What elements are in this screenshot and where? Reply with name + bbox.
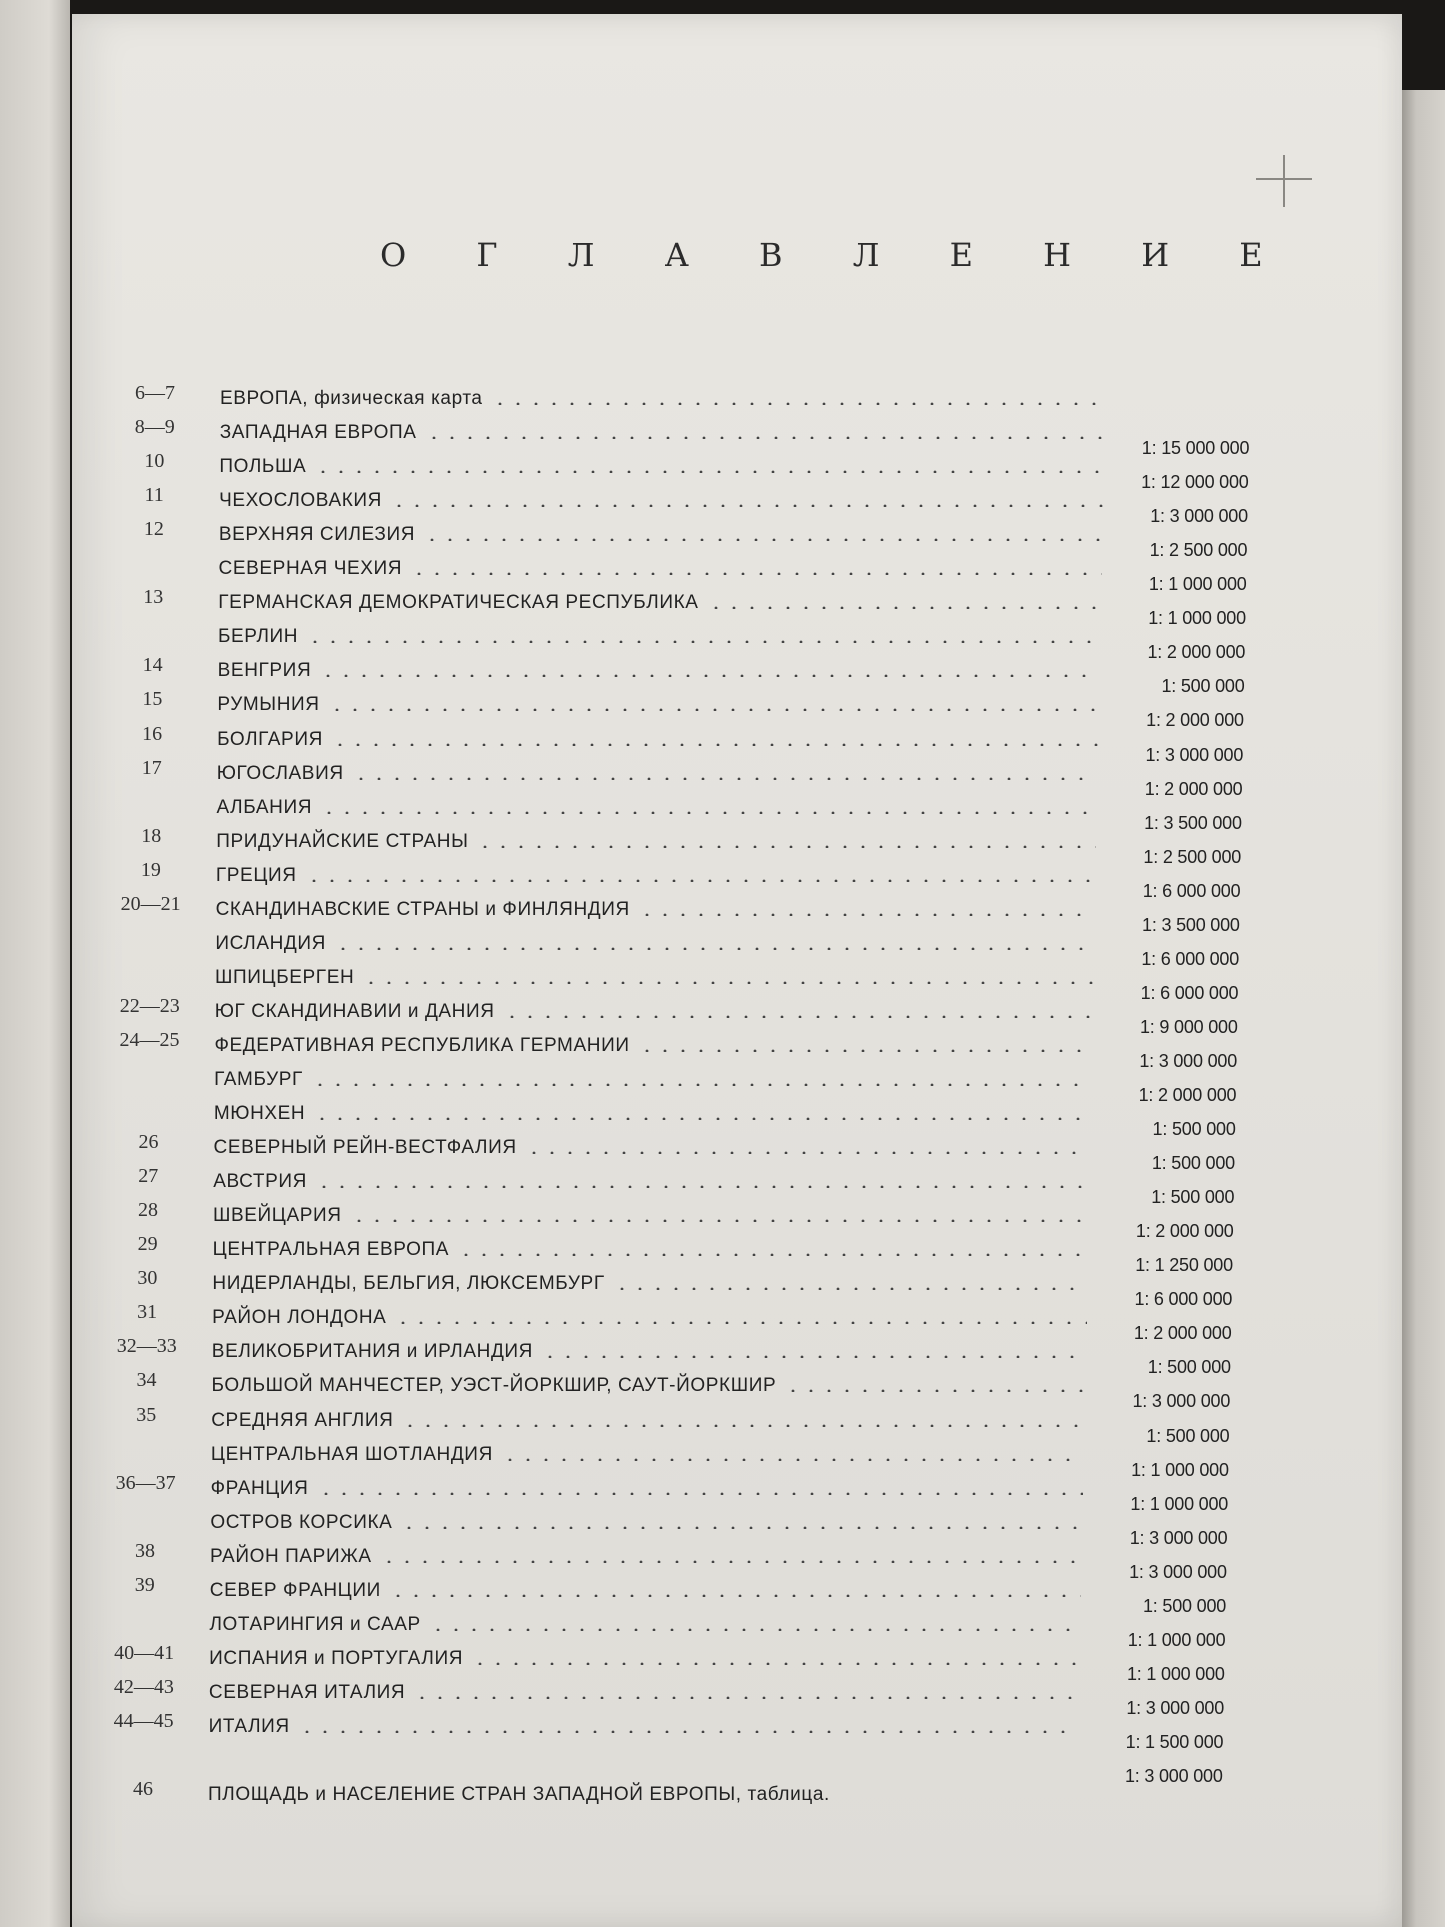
dot-leader bbox=[306, 640, 1100, 643]
list-item bbox=[88, 1750, 1288, 1786]
list-item bbox=[94, 1069, 1294, 1105]
map-scale: 1: 2 000 000 bbox=[1138, 1085, 1237, 1105]
map-scale: 1: 1 000 000 bbox=[1127, 1663, 1225, 1684]
map-scale: 1: 500 000 bbox=[1152, 1119, 1236, 1140]
map-scale: 1: 6 000 000 bbox=[1142, 880, 1241, 901]
list-item bbox=[89, 1641, 1289, 1684]
page-number: 35 bbox=[136, 1403, 157, 1426]
dot-leader bbox=[315, 1185, 1089, 1188]
list-item bbox=[95, 966, 1295, 1003]
map-scale: 1: 500 000 bbox=[1147, 1357, 1231, 1378]
page-number: 28 bbox=[137, 1199, 158, 1222]
page-number: 39 bbox=[134, 1573, 155, 1596]
list-item bbox=[92, 1267, 1292, 1310]
entry-title: ЧЕХОСЛОВАКИЯ bbox=[219, 490, 382, 512]
entry-title: БЕРЛИН bbox=[217, 626, 299, 648]
page-number: 26 bbox=[138, 1131, 159, 1154]
page-number: 34 bbox=[136, 1369, 157, 1392]
dot-leader bbox=[541, 1355, 1086, 1358]
dot-leader bbox=[613, 1287, 1088, 1290]
page-number: 30 bbox=[137, 1267, 158, 1290]
entry-title: СЕВЕРНЫЙ РЕЙН-ВЕСТФАЛИЯ bbox=[213, 1137, 517, 1159]
list-item bbox=[96, 824, 1296, 867]
dot-leader bbox=[476, 845, 1096, 848]
entry-title: СЕВЕРНАЯ ЧЕХИЯ bbox=[218, 558, 403, 580]
entry-title: ЗАПАДНАЯ ЕВРОПА bbox=[219, 422, 417, 444]
dot-leader bbox=[501, 1458, 1084, 1461]
list-item bbox=[97, 756, 1297, 799]
dot-leader bbox=[457, 1253, 1088, 1256]
dot-leader bbox=[390, 504, 1103, 507]
entry-title: ЕВРОПА, физическая карта bbox=[220, 388, 483, 409]
dot-leader bbox=[298, 1730, 1079, 1733]
entry-title: ШВЕЙЦАРИЯ bbox=[212, 1205, 342, 1227]
list-item bbox=[96, 892, 1296, 935]
entry-title: АЛБАНИЯ bbox=[216, 796, 313, 818]
page-number: 16 bbox=[142, 722, 163, 745]
page-number: 36—37 bbox=[115, 1471, 176, 1494]
map-scale: 1: 9 000 000 bbox=[1139, 1016, 1238, 1037]
dot-leader bbox=[413, 1696, 1079, 1699]
entry-title: ГАМБУРГ bbox=[214, 1069, 303, 1090]
dot-leader bbox=[362, 981, 1093, 984]
page-number: 27 bbox=[138, 1165, 159, 1188]
list-item bbox=[99, 450, 1299, 493]
dot-leader bbox=[401, 1424, 1084, 1427]
map-scale: 1: 1 500 000 bbox=[1125, 1731, 1224, 1752]
dot-leader bbox=[331, 743, 1098, 746]
dot-leader bbox=[350, 1219, 1089, 1222]
entry-title: СРЕДНЯЯ АНГЛИЯ bbox=[211, 1409, 394, 1431]
list-item bbox=[93, 1233, 1293, 1276]
page-number: 22—23 bbox=[119, 994, 180, 1017]
dot-leader bbox=[319, 674, 1099, 677]
list-item bbox=[90, 1511, 1290, 1548]
map-scale: 1: 2 000 000 bbox=[1147, 642, 1246, 663]
list-item bbox=[95, 932, 1295, 969]
page-number: 8—9 bbox=[134, 416, 175, 439]
entry-title: БОЛГАРИЯ bbox=[217, 728, 323, 750]
dot-leader bbox=[313, 1117, 1090, 1120]
entry-title: ВЕЛИКОБРИТАНИЯ и ИРЛАНДИЯ bbox=[211, 1341, 533, 1363]
dot-leader bbox=[317, 1492, 1084, 1495]
entry-title: ГЕРМАНСКАЯ ДЕМОКРАТИЧЕСКАЯ РЕСПУБЛИКА bbox=[218, 592, 699, 614]
dot-leader bbox=[352, 777, 1098, 780]
page-number: 44—45 bbox=[113, 1709, 174, 1732]
map-scale: 1: 500 000 bbox=[1151, 1187, 1235, 1208]
map-scale: 1: 2 500 000 bbox=[1149, 540, 1248, 561]
map-scale: 1: 2 500 000 bbox=[1143, 846, 1242, 867]
list-item bbox=[98, 586, 1298, 629]
dot-leader bbox=[503, 1015, 1093, 1018]
page-title: О Г Л А В Л Е Н И Е bbox=[380, 236, 1293, 274]
entry-title: ФРАНЦИЯ bbox=[210, 1477, 309, 1499]
map-scale: 1: 3 500 000 bbox=[1144, 812, 1242, 833]
list-item bbox=[93, 1165, 1293, 1208]
dot-leader bbox=[305, 879, 1096, 882]
page-number: 19 bbox=[140, 858, 161, 881]
entry-title: АВСТРИЯ bbox=[213, 1171, 307, 1193]
entry-title: РАЙОН ЛОНДОНА bbox=[212, 1307, 387, 1329]
entry-title: ВЕНГРИЯ bbox=[217, 660, 312, 682]
map-scale: 1: 3 000 000 bbox=[1150, 506, 1248, 527]
dot-leader bbox=[525, 1151, 1090, 1154]
page-number: 18 bbox=[141, 824, 162, 847]
list-item bbox=[92, 1369, 1292, 1412]
page-number: 32—33 bbox=[116, 1335, 177, 1358]
dot-leader bbox=[471, 1662, 1080, 1665]
dot-leader bbox=[311, 1083, 1091, 1086]
dot-leader bbox=[784, 1389, 1085, 1392]
page-number: 42—43 bbox=[113, 1675, 174, 1698]
page-number: 17 bbox=[141, 756, 162, 779]
map-scale: 1: 2 000 000 bbox=[1135, 1221, 1234, 1242]
dot-leader bbox=[334, 947, 1094, 950]
entry-title: БОЛЬШОЙ МАНЧЕСТЕР, УЭСТ-ЙОРКШИР, САУТ-ЙОРКШИР bbox=[211, 1375, 777, 1397]
dot-leader bbox=[638, 913, 1095, 916]
map-scale: 1: 2 000 000 bbox=[1146, 710, 1244, 731]
map-scale: 1: 2 000 000 bbox=[1144, 778, 1243, 799]
dot-leader bbox=[328, 708, 1099, 711]
dot-leader bbox=[394, 1321, 1086, 1324]
map-scale: 1: 6 000 000 bbox=[1141, 948, 1240, 969]
list-item bbox=[89, 1675, 1289, 1718]
entry-title: МЮНХЕН bbox=[213, 1103, 306, 1125]
dot-leader bbox=[425, 436, 1105, 439]
dot-leader bbox=[638, 1049, 1092, 1052]
entry-title: ФЕДЕРАТИВНАЯ РЕСПУБЛИКА ГЕРМАНИИ bbox=[214, 1034, 630, 1056]
page-number: 46 bbox=[133, 1778, 153, 1801]
list-item bbox=[96, 858, 1296, 901]
map-scale: 1: 3 000 000 bbox=[1129, 1561, 1227, 1582]
dot-leader bbox=[400, 1526, 1082, 1529]
page-number: 29 bbox=[137, 1233, 158, 1256]
map-scale: 1: 12 000 000 bbox=[1141, 472, 1249, 493]
list-item bbox=[100, 382, 1300, 418]
list-item bbox=[99, 518, 1299, 561]
map-scale: 1: 6 000 000 bbox=[1134, 1289, 1233, 1310]
list-item bbox=[93, 1199, 1293, 1242]
entry-title: СЕВЕР ФРАНЦИИ bbox=[209, 1579, 381, 1601]
map-scale: 1: 1 250 000 bbox=[1135, 1255, 1233, 1276]
entry-title: ГРЕЦИЯ bbox=[215, 864, 297, 886]
dot-leader bbox=[491, 402, 1105, 405]
entry-title: ЦЕНТРАЛЬНАЯ ШОТЛАНДИЯ bbox=[210, 1443, 493, 1465]
map-scale: 1: 1 000 000 bbox=[1130, 1493, 1229, 1514]
page-number: 38 bbox=[135, 1539, 156, 1562]
map-scale: 1: 6 000 000 bbox=[1140, 982, 1239, 1003]
list-item bbox=[97, 722, 1297, 765]
dot-leader bbox=[314, 470, 1103, 473]
map-scale: 1: 1 000 000 bbox=[1131, 1459, 1229, 1480]
map-scale: 1: 500 000 bbox=[1151, 1153, 1235, 1174]
map-scale: 1: 3 000 000 bbox=[1145, 744, 1244, 765]
entry-title: СЕВЕРНАЯ ИТАЛИЯ bbox=[208, 1681, 406, 1703]
entry-title: ЛОТАРИНГИЯ и СААР bbox=[209, 1613, 421, 1635]
entry-title: ЮГ СКАНДИНАВИИ и ДАНИЯ bbox=[214, 1000, 495, 1022]
map-scale: 1: 1 000 000 bbox=[1148, 608, 1246, 629]
list-item bbox=[90, 1573, 1290, 1616]
list-item bbox=[90, 1539, 1290, 1582]
list-item bbox=[89, 1709, 1289, 1752]
dot-leader bbox=[429, 1628, 1081, 1631]
page-number: 31 bbox=[137, 1301, 158, 1324]
entry-title: ПЛОЩАДЬ и НАСЕЛЕНИЕ СТРАН ЗАПАДНОЙ ЕВРОПЫ, таблица. bbox=[208, 1784, 830, 1806]
list-item bbox=[91, 1443, 1291, 1480]
list-item bbox=[89, 1613, 1289, 1650]
page-number: 10 bbox=[144, 450, 165, 473]
dot-leader bbox=[707, 606, 1101, 609]
page-number: 14 bbox=[142, 654, 163, 677]
map-scale: 1: 3 000 000 bbox=[1129, 1527, 1228, 1548]
list-item bbox=[100, 416, 1300, 459]
map-scale: 1: 3 000 000 bbox=[1139, 1050, 1238, 1071]
map-scale: 1: 1 000 000 bbox=[1148, 574, 1247, 595]
list-item bbox=[92, 1335, 1292, 1378]
map-scale: 1: 3 000 000 bbox=[1126, 1697, 1225, 1718]
page-number: 40—41 bbox=[114, 1641, 175, 1664]
list-item bbox=[94, 1131, 1294, 1174]
entry-title: ЮГОСЛАВИЯ bbox=[216, 762, 344, 784]
list-item bbox=[98, 626, 1298, 663]
entry-title: ОСТРОВ КОРСИКА bbox=[210, 1511, 393, 1533]
page-number: 6—7 bbox=[135, 382, 175, 404]
entry-title: ИТАЛИЯ bbox=[208, 1715, 290, 1737]
dot-leader bbox=[389, 1594, 1081, 1597]
list-item bbox=[94, 1103, 1294, 1140]
page-number: 12 bbox=[143, 518, 164, 541]
map-scale: 1: 2 000 000 bbox=[1133, 1323, 1232, 1344]
list-item bbox=[88, 1778, 1288, 1814]
entry-title: ПОЛЬША bbox=[219, 456, 307, 478]
map-scale: 1: 15 000 000 bbox=[1141, 438, 1250, 459]
list-item bbox=[96, 796, 1296, 833]
dot-leader bbox=[423, 538, 1102, 541]
list-item bbox=[92, 1301, 1292, 1344]
page-number: 15 bbox=[142, 688, 163, 711]
entry-title: РАЙОН ПАРИЖА bbox=[210, 1545, 372, 1567]
entry-title: РУМЫНИЯ bbox=[217, 694, 320, 716]
entry-title: ШПИЦБЕРГЕН bbox=[215, 966, 355, 988]
entry-title: ИСПАНИЯ и ПОРТУГАЛИЯ bbox=[209, 1647, 464, 1669]
map-scale: 1: 3 000 000 bbox=[1132, 1391, 1231, 1412]
list-item bbox=[97, 688, 1297, 731]
entry-title: ИСЛАНДИЯ bbox=[215, 932, 326, 954]
list-item bbox=[91, 1403, 1291, 1446]
list-item bbox=[99, 484, 1299, 527]
map-scale: 1: 500 000 bbox=[1142, 1595, 1227, 1616]
entry-title: ВЕРХНЯЯ СИЛЕЗИЯ bbox=[218, 524, 416, 546]
map-scale: 1: 3 500 000 bbox=[1142, 914, 1240, 935]
map-scale: 1: 1 000 000 bbox=[1127, 1629, 1226, 1650]
entry-title: СКАНДИНАВСКИЕ СТРАНЫ и ФИНЛЯНДИЯ bbox=[215, 898, 630, 920]
map-scale: 1: 3 000 000 bbox=[1124, 1766, 1223, 1786]
page-number: 11 bbox=[144, 484, 164, 507]
list-item bbox=[98, 654, 1298, 697]
map-scale: 1: 500 000 bbox=[1161, 676, 1245, 697]
map-scale: 1: 500 000 bbox=[1146, 1425, 1230, 1446]
dot-leader bbox=[320, 811, 1097, 814]
entry-title: ПРИДУНАЙСКИЕ СТРАНЫ bbox=[216, 830, 469, 852]
entry-title: ЦЕНТРАЛЬНАЯ ЕВРОПА bbox=[212, 1239, 450, 1261]
dot-leader bbox=[410, 572, 1101, 575]
list-item bbox=[94, 1028, 1294, 1071]
list-item bbox=[95, 994, 1295, 1037]
page-number: 13 bbox=[143, 586, 164, 609]
page-number: 20—21 bbox=[120, 892, 181, 915]
list-item bbox=[99, 558, 1299, 595]
entry-title: НИДЕРЛАНДЫ, БЕЛЬГИЯ, ЛЮКСЕМБУРГ bbox=[212, 1273, 605, 1295]
page-number: 24—25 bbox=[119, 1028, 180, 1051]
list-item bbox=[91, 1471, 1291, 1514]
dot-leader bbox=[380, 1560, 1082, 1563]
